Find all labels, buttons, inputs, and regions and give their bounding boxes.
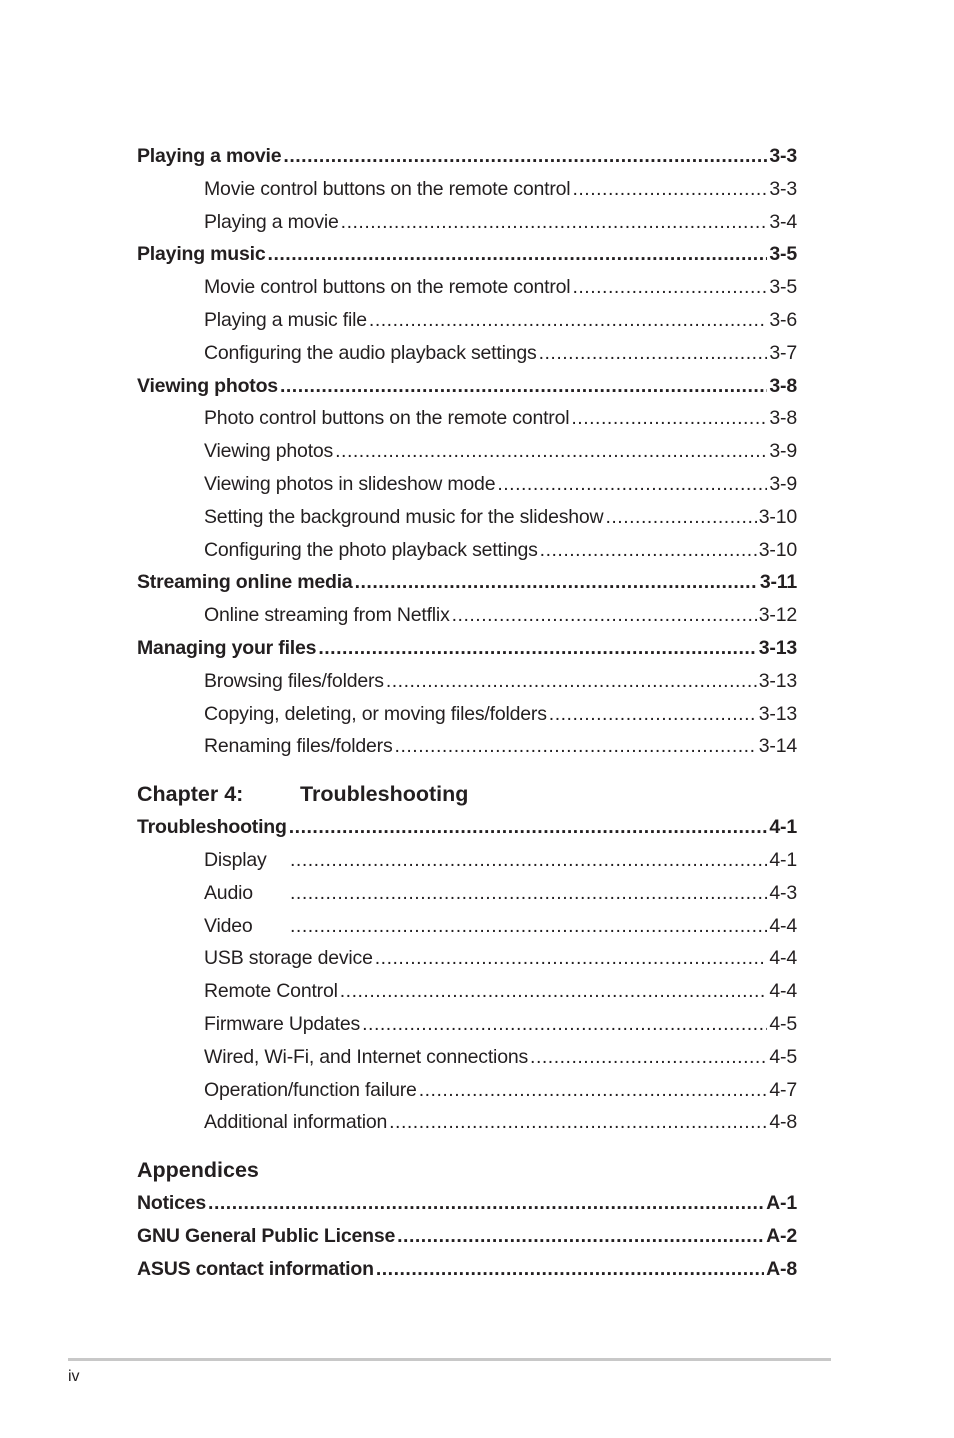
toc-entry[interactable] (137, 238, 797, 271)
chapter-heading (137, 777, 797, 811)
toc-entry-page: 3-13 (758, 636, 797, 659)
toc-entry-page: 3-7 (769, 341, 797, 364)
toc-entry[interactable] (137, 1008, 797, 1041)
toc-entry[interactable] (137, 173, 797, 206)
toc-entry[interactable] (137, 206, 797, 239)
toc-entry-title: Renaming files/folders (204, 735, 393, 758)
toc-entry[interactable] (137, 844, 797, 877)
toc-entry-title: Photo control buttons on the remote control (204, 407, 570, 430)
toc-entry-page: 3-5 (769, 243, 797, 266)
toc-entry-page: 3-10 (758, 505, 797, 528)
toc-entry-title: Additional information (204, 1111, 388, 1134)
dot-leader (318, 632, 756, 665)
toc-entry-title: Audio (204, 881, 253, 904)
toc-entry-title: Managing your files (137, 636, 317, 659)
toc-entry[interactable] (137, 877, 797, 910)
toc-entry-page: 3-11 (759, 571, 797, 594)
toc-entry-page: 4-4 (769, 914, 797, 937)
page-number: iv (68, 1368, 80, 1385)
dot-leader (340, 975, 768, 1008)
toc-entry-title: USB storage device (204, 947, 373, 970)
chapter-title: Troubleshooting (300, 782, 469, 807)
toc-entry[interactable] (137, 698, 797, 731)
toc-entry-title: ASUS contact information (137, 1257, 374, 1280)
toc-entry[interactable] (137, 566, 797, 599)
footer-rule (68, 1358, 831, 1361)
toc-entry-title: Configuring the audio playback settings (204, 341, 537, 364)
toc-entry-title: Video (204, 914, 253, 937)
toc-entry-title: Setting the background music for the slideshow (204, 505, 604, 528)
toc-entry[interactable] (137, 370, 797, 403)
toc-entry-title: Copying, deleting, or moving files/folders (204, 702, 547, 725)
toc-entry[interactable] (137, 468, 797, 501)
toc-entry-title: Display (204, 848, 267, 871)
toc-entry-page: 4-3 (769, 881, 797, 904)
chapter-label: Chapter 4: (137, 782, 244, 807)
toc-entry[interactable] (137, 501, 797, 534)
toc-entry-page: 3-10 (758, 538, 797, 561)
toc-entry-page: 4-4 (769, 980, 797, 1003)
toc-entry-title: Viewing photos (137, 374, 278, 397)
toc-entry-title: Wired, Wi-Fi, and Internet connections (204, 1045, 529, 1068)
toc-entry-title: Firmware Updates (204, 1012, 361, 1035)
toc-entry-page: A-2 (766, 1224, 797, 1247)
toc-entry-page: 3-13 (758, 669, 797, 692)
toc-entry[interactable] (137, 910, 797, 943)
toc-entry-page: 3-14 (758, 735, 797, 758)
dot-leader (208, 1187, 764, 1220)
dot-leader (341, 206, 768, 239)
dot-leader (376, 1253, 764, 1286)
toc-entry-page: A-8 (766, 1257, 797, 1280)
dot-leader (362, 1008, 767, 1041)
toc-entry[interactable] (137, 1187, 797, 1220)
dot-leader (497, 468, 767, 501)
dot-leader (571, 402, 767, 435)
chapter-3-entries (137, 140, 797, 763)
dot-leader (540, 534, 757, 567)
toc-entry-title: Notices (137, 1192, 207, 1215)
appendices-heading: Appendices (137, 1158, 259, 1183)
toc-entry-page: 3-13 (758, 702, 797, 725)
dot-leader (290, 844, 767, 877)
toc-entry[interactable] (137, 1106, 797, 1139)
dot-leader (395, 730, 757, 763)
toc-entry[interactable] (137, 1074, 797, 1107)
toc-entry-title: Playing a music file (204, 308, 367, 331)
toc-entry-title: Playing music (137, 243, 266, 266)
toc-entry[interactable] (137, 140, 797, 173)
toc-entry-page: 3-9 (769, 440, 797, 463)
toc-entry[interactable] (137, 337, 797, 370)
toc-entry-title: Viewing photos (204, 440, 334, 463)
dot-leader (530, 1041, 767, 1074)
toc-entry-page: 3-8 (769, 374, 797, 397)
toc-entry-page: 3-8 (769, 407, 797, 430)
dot-leader (283, 140, 767, 173)
toc-entry-title: Configuring the photo playback settings (204, 538, 538, 561)
dot-leader (375, 942, 768, 975)
toc-entry[interactable] (137, 1253, 797, 1286)
toc-entry[interactable] (137, 665, 797, 698)
toc-entry[interactable] (137, 632, 797, 665)
dot-leader (452, 599, 757, 632)
dot-leader (605, 501, 756, 534)
toc-entry-title: Remote Control (204, 980, 338, 1003)
toc-entry-page: 4-7 (769, 1078, 797, 1101)
toc-entry-page: 3-12 (758, 604, 797, 627)
toc-entry-page: 3-3 (769, 177, 797, 200)
toc-entry-title: Browsing files/folders (204, 669, 384, 692)
toc-entry-title: Movie control buttons on the remote control (204, 177, 571, 200)
toc-entry[interactable] (137, 599, 797, 632)
toc-entry-page: 4-5 (769, 1045, 797, 1068)
toc-entry-title: Playing a movie (137, 145, 282, 167)
toc-entry-page: 4-4 (769, 947, 797, 970)
dot-leader (280, 370, 767, 403)
toc-entry[interactable] (137, 811, 797, 844)
toc-entry-title: Operation/function failure (204, 1078, 417, 1101)
toc-entry-page: 4-8 (769, 1111, 797, 1134)
toc-entry-title: Playing a movie (204, 210, 339, 233)
table-of-contents (137, 140, 797, 1286)
dot-leader (419, 1074, 768, 1107)
toc-entry-page: 4-1 (769, 816, 797, 839)
dot-leader (290, 877, 767, 910)
dot-leader (539, 337, 768, 370)
dot-leader (369, 304, 768, 337)
toc-entry[interactable] (137, 271, 797, 304)
toc-entry-page: 4-1 (769, 848, 797, 871)
toc-entry-title: Movie control buttons on the remote control (204, 276, 571, 299)
toc-entry[interactable] (137, 1220, 797, 1253)
dot-leader (386, 665, 757, 698)
dot-leader (572, 173, 767, 206)
dot-leader (397, 1220, 764, 1253)
toc-entry[interactable] (137, 730, 797, 763)
toc-entry-page: 3-3 (769, 145, 797, 167)
toc-entry-page: 4-5 (769, 1012, 797, 1035)
dot-leader (549, 698, 757, 731)
dot-leader (389, 1106, 767, 1139)
dot-leader (268, 238, 768, 271)
toc-entry[interactable] (137, 435, 797, 468)
toc-entry-page: 3-4 (769, 210, 797, 233)
dot-leader (289, 811, 768, 844)
toc-entry[interactable] (137, 1041, 797, 1074)
toc-entry-title: Streaming online media (137, 571, 353, 594)
toc-entry[interactable] (137, 402, 797, 435)
toc-entry-title: Troubleshooting (137, 816, 287, 839)
toc-entry-title: GNU General Public License (137, 1224, 396, 1247)
toc-entry[interactable] (137, 304, 797, 337)
toc-entry[interactable] (137, 975, 797, 1008)
toc-entry[interactable] (137, 942, 797, 975)
toc-entry-title: Online streaming from Netflix (204, 604, 450, 627)
dot-leader (355, 566, 758, 599)
toc-entry-page: 3-5 (769, 276, 797, 299)
toc-entry-page: A-1 (766, 1192, 797, 1215)
toc-entry-page: 3-6 (769, 308, 797, 331)
toc-entry-page: 3-9 (769, 472, 797, 495)
toc-entry[interactable] (137, 534, 797, 567)
chapter-4-entries (137, 811, 797, 1139)
appendices-entries (137, 1187, 797, 1285)
dot-leader (335, 435, 767, 468)
toc-entry-title: Viewing photos in slideshow mode (204, 472, 496, 495)
dot-leader (290, 910, 767, 943)
dot-leader (572, 271, 767, 304)
